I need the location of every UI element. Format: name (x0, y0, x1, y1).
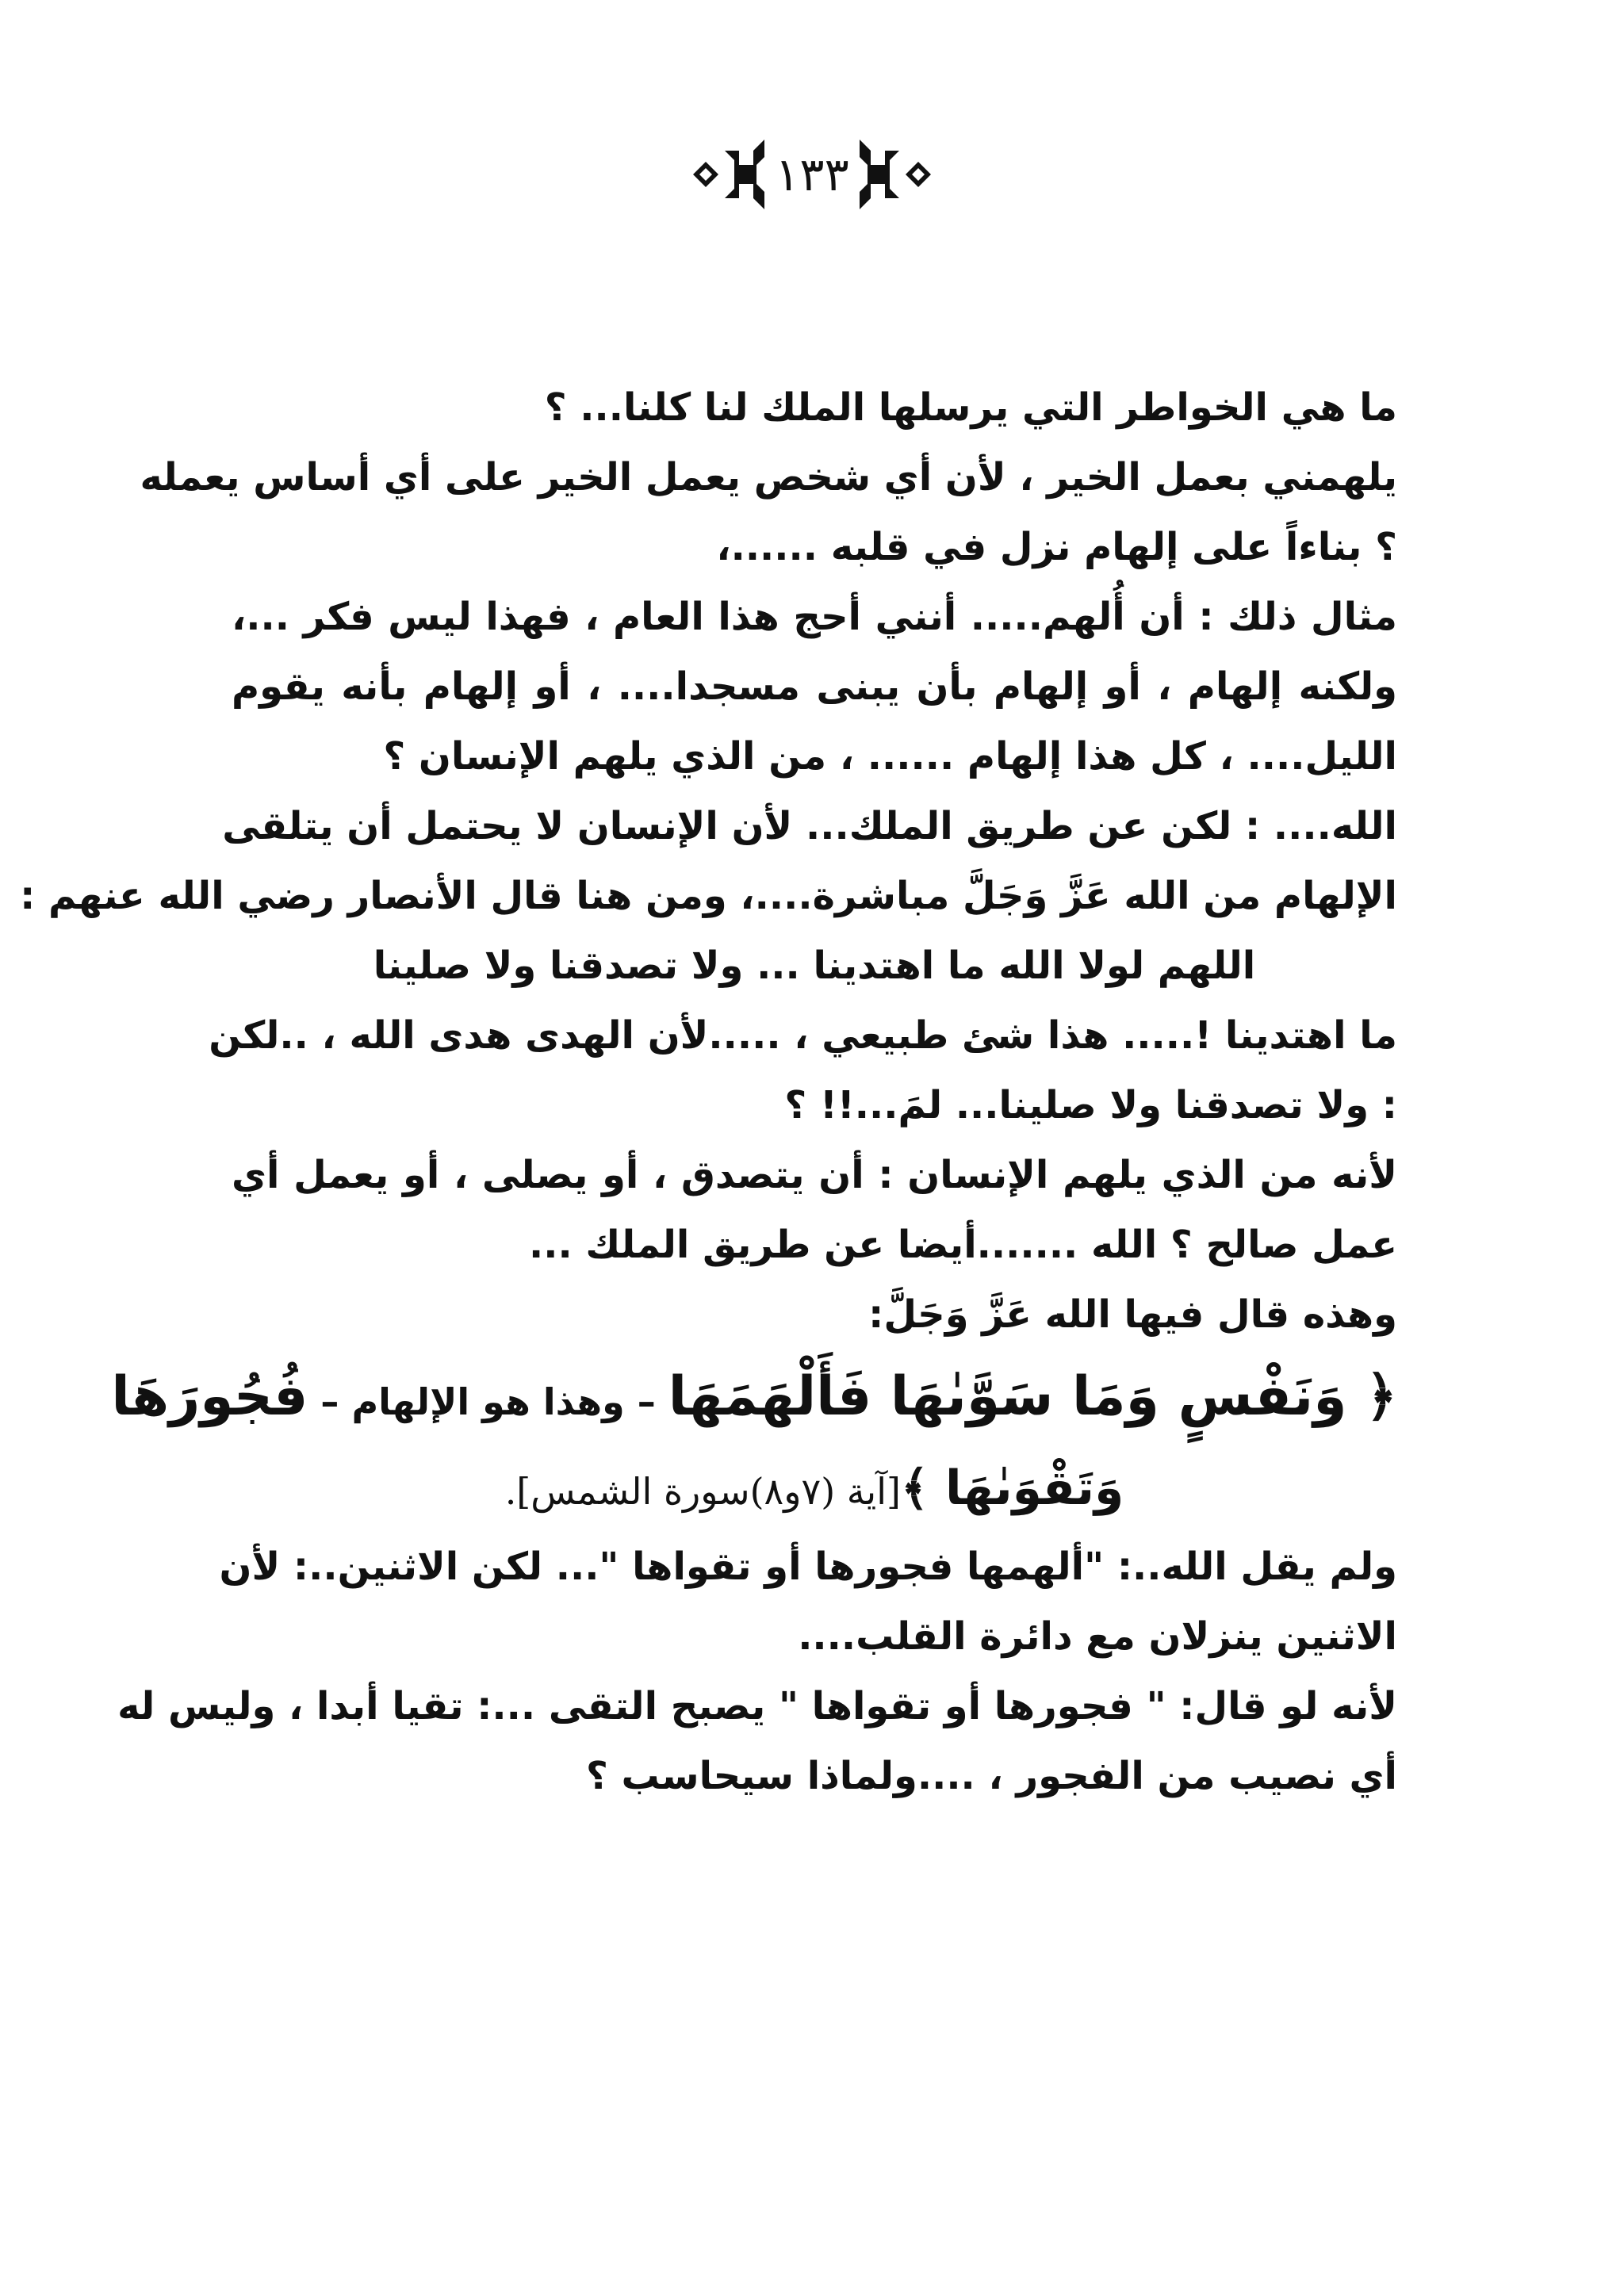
text-line: لأنه لو قال: " فجورها أو تقواها " يصبح التقى ...: تقيا أبدا ، وليس له (117, 1684, 1397, 1728)
page-number: ١٣٣ (775, 147, 849, 201)
text-line: ولكنه إلهام ، أو إلهام بأن يبنى مسجدا.... ، أو إلهام بأنه يقوم (232, 664, 1397, 709)
text-line: يلهمني بعمل الخير ، لأن أي شخص يعمل الخير على أي أساس يعمله (140, 455, 1397, 500)
page-body (20, 373, 1397, 1811)
verse-inset-comment: – وهذا هو الإلهام – (308, 1380, 668, 1423)
text-line: أي نصيب من الفجور ، ....ولماذا سيحاسب ؟ (586, 1754, 1397, 1798)
verse-reference: [آية (٧و٨)سورة الشمس]. (504, 1470, 901, 1513)
text-line: ولم يقل الله..: "ألهمها فجورها أو تقواها "... لكن الاثنين..: لأن (219, 1545, 1397, 1589)
page-header (0, 119, 1624, 230)
text-line: ما اهتدينا !..... هذا شئ طبيعي ، .....لأن الهدى هدى الله ، ..لكن (209, 1013, 1397, 1058)
text-line: الاثنين ينزلان مع دائرة القلب.... (798, 1614, 1397, 1659)
text-line: مثال ذلك : أن أُلهم..... أنني أحج هذا العام ، فهذا ليس فكر ...، (232, 595, 1397, 639)
text-line: عمل صالح ؟ الله .......أيضا عن طريق الملك ... (529, 1223, 1397, 1267)
text-line: : ولا تصدقنا ولا صلينا... لمَ...!! ؟ (784, 1083, 1397, 1127)
verse-text-continued: وَتَقْوَىٰهَا (945, 1460, 1124, 1516)
quran-verse (111, 1349, 1397, 1445)
text-line: الإلهام من الله عَزَّ وَجَلَّ مباشرة....، ومن هنا قال الأنصار رضي الله عنهم : (20, 874, 1397, 918)
text-line: ؟ بناءاً على إلهام نزل في قلبه ......، (716, 525, 1397, 569)
poetry-line: اللهم لولا الله ما اهتدينا ... ولا تصدقنا ولا صلينا (373, 944, 1256, 988)
verse-text-end: فُجُورَهَا (111, 1365, 308, 1428)
text-line: وهذه قال فيها الله عَزَّ وَجَلَّ: (868, 1292, 1397, 1337)
verse-open-bracket: ﴿ (1365, 1365, 1397, 1428)
text-line: ما هي الخواطر التي يرسلها الملك لنا كلنا... ؟ (544, 385, 1397, 430)
verse-close-bracket: ﴾ (900, 1460, 929, 1516)
ornament-right-icon (836, 119, 947, 230)
text-line: الله.... : لكن عن طريق الملك... لأن الإنسان لا يحتمل أن يتلقى (222, 804, 1397, 848)
text-line: لأنه من الذي يلهم الإنسان : أن يتصدق ، أو يصلى ، أو يعمل أي (232, 1153, 1397, 1197)
text-line: الليل.... ، كل هذا إلهام ...... ، من الذي يلهم الإنسان ؟ (383, 734, 1397, 779)
quran-verse-continuation (232, 1445, 1397, 1532)
verse-text-start: وَنَفْسٍ وَمَا سَوَّىٰهَا فَأَلْهَمَهَا (668, 1365, 1347, 1428)
